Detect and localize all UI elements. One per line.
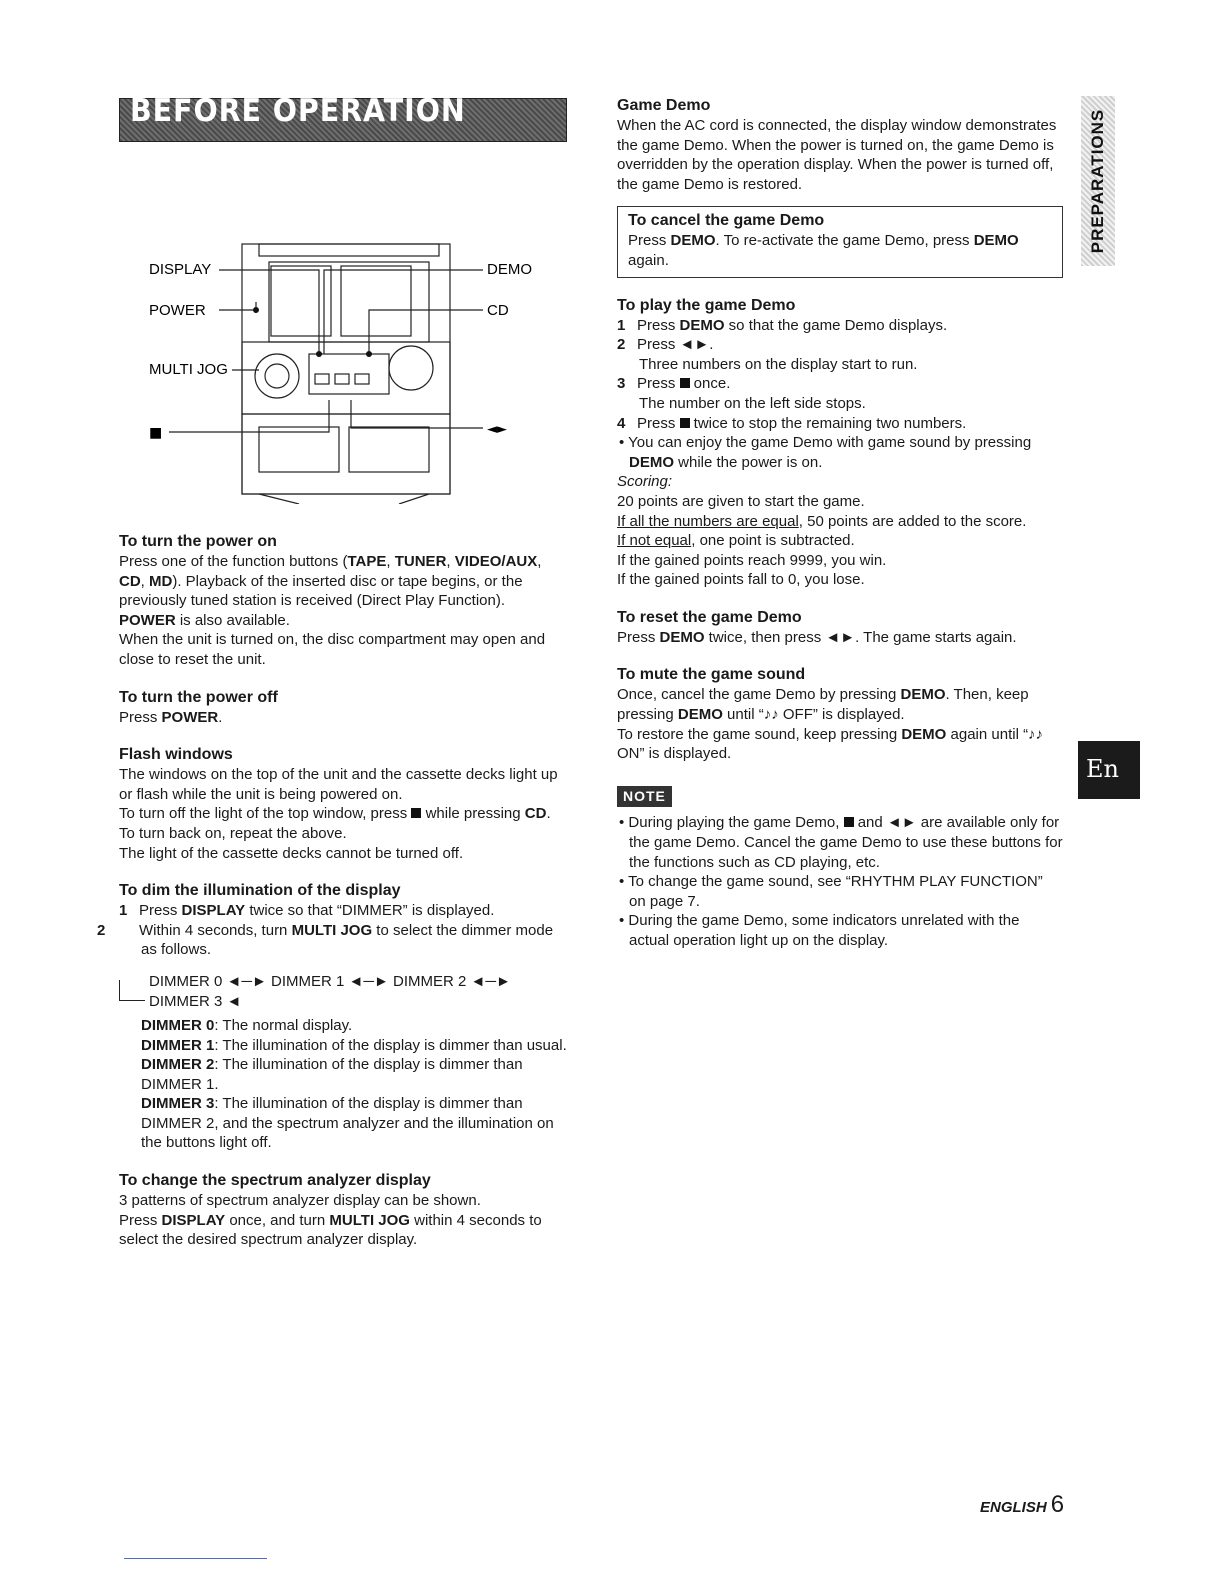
dimmer-cycle-text: DIMMER 0 ◄─► DIMMER 1 ◄─► DIMMER 2 ◄─► DIMMER 3 ◄ — [145, 972, 567, 1011]
play-step-3-sub: The number on the left side stops. — [639, 394, 866, 412]
stop-callout-label: ■ — [149, 425, 163, 441]
left-column — [97, 93, 567, 1250]
dimmer-2-def: DIMMER 2: The illumination of the display is dimmer than DIMMER 1. — [141, 1056, 523, 1093]
stop-icon — [680, 418, 690, 428]
flash-text-1: The windows on the top of the unit and the cassette decks light up or flash while the unit is being powered on. — [119, 766, 558, 803]
mute-sound-text-1: Once, cancel the game Demo by pressing DEMO. Then, keep pressing DEMO until “♪♪ OFF” is displayed. — [617, 686, 1029, 724]
note-badge: NOTE — [617, 786, 672, 808]
multi-jog-callout-label: MULTI JOG — [149, 361, 228, 378]
display-callout-label: DISPLAY — [149, 261, 212, 278]
stereo-unit-illustration — [119, 142, 567, 504]
dimmer-cycle-diagram — [119, 972, 567, 1010]
dim-section — [97, 881, 567, 1153]
disc-reset-text: When the unit is turned on, the disc compartment may open and close to reset the unit. — [119, 631, 546, 668]
spectrum-text-2: Press DISPLAY once, and turn MULTI JOG within 4 seconds to select the desired spectrum analyzer display. — [119, 1211, 542, 1249]
play-step-2-sub: Three numbers on the display start to run. — [639, 355, 918, 373]
reset-demo-section — [617, 608, 1063, 648]
power-on-title: To turn the power on — [119, 533, 277, 550]
dim-step-2: 2 Within 4 seconds, turn MULTI JOG to select the dimmer mode as follows. — [97, 921, 554, 959]
cancel-demo-box — [617, 206, 1063, 277]
flash-section — [119, 745, 567, 863]
language-tab-label: En — [1086, 755, 1119, 783]
scoring-line-5: If the gained points fall to 0, you lose. — [617, 571, 865, 589]
spectrum-text-1: 3 patterns of spectrum analyzer display can be shown. — [119, 1192, 481, 1210]
power-off-title: To turn the power off — [119, 688, 278, 706]
power-off-text: Press POWER. — [119, 708, 223, 726]
flash-text-2: To turn off the light of the top window, press while pressing CD. To turn back on, repeat the above. — [119, 805, 551, 842]
scoring-label: Scoring: — [617, 473, 673, 491]
stop-icon — [411, 808, 421, 818]
mute-sound-text-2: To restore the game sound, keep pressing DEMO again until “♪♪ ON” is displayed. — [617, 725, 1044, 763]
game-demo-text: When the AC cord is connected, the display window demonstrates the game Demo. When the power is turned on, the game Demo is overridden by the operation display. When the power is turned off, the game Demo is restored. — [617, 117, 1057, 193]
banner-title: BEFORE OPERATION — [130, 93, 466, 129]
dim-title: To dim the illumination of the display — [119, 882, 401, 900]
note-1: • During playing the game Demo, and ◄► are available only for the game Demo. Cancel the game Demo to use these buttons for the functions such as CD playing, etc. — [619, 814, 1063, 871]
play-demo-title: To play the game Demo — [617, 296, 796, 314]
scoring-line-2: If all the numbers are equal, 50 points are added to the score. — [617, 512, 1027, 530]
dim-steps — [97, 901, 567, 960]
page-footer — [980, 1491, 1064, 1519]
dimmer-3-def: DIMMER 3: The illumination of the display is dimmer than DIMMER 2, and the spectrum analyzer and the illumination on the buttons light off. — [141, 1095, 554, 1152]
play-step-1: 1 Press DEMO so that the game Demo displays. — [617, 316, 948, 334]
spectrum-section — [119, 1171, 567, 1250]
cancel-demo-text: Press DEMO. To re-activate the game Demo, press DEMO again. — [628, 232, 1019, 269]
play-step-2: 2 Press ◄►. — [617, 336, 714, 354]
game-demo-section — [617, 96, 1063, 194]
demo-callout-label: DEMO — [487, 261, 532, 278]
preparations-side-tab — [1081, 96, 1115, 266]
spectrum-title: To change the spectrum analyzer display — [119, 1172, 431, 1190]
play-step-3: 3 Press once. — [617, 375, 731, 393]
play-step-4: 4 Press twice to stop the remaining two numbers. — [617, 414, 967, 432]
dimmer-definitions — [119, 1016, 567, 1153]
power-on-text: Press one of the function buttons (TAPE, TUNER, VIDEO/AUX, CD, MD). Playback of the inserted disc or tape begins, or the previously tuned station is received (Direct Play Function). — [119, 553, 542, 610]
unit-diagram — [119, 142, 567, 504]
scoring-line-3: If not equal, one point is subtracted. — [617, 532, 855, 550]
cd-callout-label: CD — [487, 302, 509, 319]
footer-rule — [124, 1558, 267, 1559]
flash-text-3: The light of the cassette decks cannot be turned off. — [119, 844, 464, 862]
mute-sound-title: To mute the game sound — [617, 666, 806, 684]
footer-language: ENGLISH — [980, 1499, 1047, 1516]
play-steps — [617, 316, 1063, 434]
side-tab-label: PREPARATIONS — [1088, 108, 1107, 254]
skip-callout-label: ◄► — [487, 422, 507, 437]
scoring-line-1: 20 points are given to start the game. — [617, 492, 865, 510]
cancel-demo-title: To cancel the game Demo — [628, 212, 825, 230]
mute-sound-section — [617, 665, 1063, 763]
dimmer-0-def: DIMMER 0: The normal display. — [141, 1016, 353, 1034]
note-2: • To change the game sound, see “RHYTHM PLAY FUNCTION” on page 7. — [619, 873, 1043, 910]
language-tab — [1078, 741, 1140, 799]
note-section — [617, 764, 1063, 951]
stop-icon — [680, 378, 690, 388]
power-also-text: POWER is also available. — [119, 611, 290, 629]
scoring-line-4: If the gained points reach 9999, you win. — [617, 551, 887, 569]
page-number: 6 — [1050, 1491, 1065, 1518]
game-demo-title: Game Demo — [617, 97, 711, 114]
dim-step-1: 1 Press DISPLAY twice so that “DIMMER” is displayed. — [119, 902, 495, 920]
play-sound-bullet: • You can enjoy the game Demo with game sound by pressing DEMO while the power is on. — [619, 434, 1032, 471]
reset-demo-title: To reset the game Demo — [617, 608, 802, 626]
right-column — [617, 96, 1063, 951]
power-on-section — [119, 532, 567, 670]
power-off-section — [119, 688, 567, 728]
section-banner — [119, 93, 567, 142]
dimmer-1-def: DIMMER 1: The illumination of the display is dimmer than usual. — [141, 1036, 567, 1054]
note-3: • During the game Demo, some indicators unrelated with the actual operation light up on the display. — [619, 912, 1020, 949]
play-demo-section — [617, 296, 1063, 590]
stop-icon — [844, 817, 854, 827]
reset-demo-text: Press DEMO twice, then press ◄►. The game starts again. — [617, 628, 1017, 646]
power-callout-label: POWER — [149, 302, 206, 319]
flash-title: Flash windows — [119, 746, 233, 764]
